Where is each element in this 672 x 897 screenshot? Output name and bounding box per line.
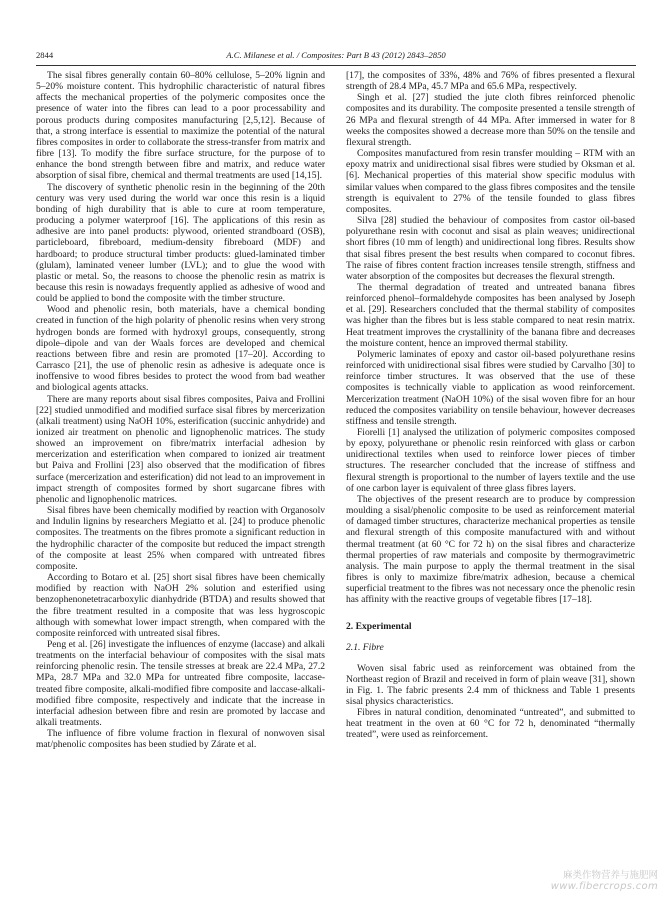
paragraph: Fibres in natural condition, denominated “untreated”, and submitted to heat treatment in the oven at 60 °C for 72 h, denominated “thermally treated”, were used as reinforcement.	[346, 707, 635, 741]
paragraph: According to Botaro et al. [25] short sisal fibres have been chemically modified by reaction with NaOH 2% solution and esterified using benzophenonetetracarboxylic dianhydride (BTDA) and results showed that the fibre treatment resulted in a composite that was less hygroscopic although with somewhat lower impact strength, when compared with the composite reinforced with untreated sisal fibres.	[36, 572, 325, 639]
page-header	[36, 50, 636, 64]
paragraph: Fiorelli [1] analysed the utilization of polymeric composites composed by epoxy, polyurethane or phenolic resin reinforced with glass or carbon unidirectional textiles when used to reinforce lower pieces of timber structures. The researcher concluded that the increase of stiffness and flexural strength is proportional to the number of layers textile and the use of one carbon layer is equivalent of three glass fibres layers.	[346, 427, 635, 494]
paragraph-continued: [17], the composites of 33%, 48% and 76% of fibres presented a flexural strength of 28.4 MPa, 45.7 MPa and 65.6 MPa, respectively.	[346, 70, 635, 93]
running-title: A.C. Milanese et al. / Composites: Part B 43 (2012) 2843–2850	[226, 50, 446, 60]
watermark	[551, 870, 658, 892]
paragraph: There are many reports about sisal fibres composites, Paiva and Frollini [22] studied unmodified and modified surface sisal fibres by mercerization (alkali treatment) using NaOH 10%, esterification (succinic anhydride) and ionized air treatment on phenolic and lignophenolic matrices. The study showed an improvement on fibre/matrix interfacial adhesion by mercerization and esterification when compared to ionized air treatment but Paiva and Frollini [23] also observed that the modification of fibres surface (mercerization and esterification) did not lead to an improvement in impact strength of composites formed by short sugarcane fibres with phenolic and lignophenolic matrices.	[36, 393, 325, 505]
paragraph: Peng et al. [26] investigate the influences of enzyme (laccase) and alkali treatments on the interfacial behaviour of composites with the sisal mats reinforcing phenolic resin. The tensile stresses at break are 22.4 MPa, 27.2 MPa, 28.7 MPa and 32.0 MPa for untreated fibre composite, laccase-treated fibre composite, alkali-modified fibre composite and laccase-alkali-modified fibre composite, respectively and indicate that the increase in interfacial adhesion between fibre and resin are promoted by laccase and alkali treatments.	[36, 638, 325, 729]
paragraph: Woven sisal fabric used as reinforcement was obtained from the Northeast region of Brazil and received in form of plain weave [31], shown in Fig. 1. The fabric presents 2.4 mm of thickness and Table 1 presents sisal physics characteristics.	[346, 662, 635, 707]
header-rule	[36, 65, 636, 66]
paragraph: Composites manufactured from resin transfer moulding – RTM with an epoxy matrix and unidirectional sisal fibres were studied by Oksman et al. [6]. Mechanical properties of this material show specific modulus with similar values when compared to the glass fibres composites and the tensile strength is equivalent to 27% of the tensile founded to glass fibres composites.	[346, 148, 635, 215]
paragraph: The objectives of the present research are to produce by compression moulding a sisal/phenolic composite to be used as reinforcement material of damaged timber structures, characterize mechanical properties as tensile and flexural strength of this composite manufactured with and without thermal treatment (at 60 °C for 72 h) on the sisal fibres and characterize thermal properties of raw materials and composite by thermogravimetric analysis. The main purpose to apply the thermal treatment in the sisal fibres is only to maximize fibre/matrix adhesion, because a chemical superficial treatment to the fibres was not necessary once the phenolic resin has affinity with the reactive groups of vegetable fibres [17–18].	[346, 493, 635, 606]
page-number: 2844	[36, 50, 54, 60]
watermark-text: 麻类作物营养与施肥网	[562, 870, 658, 881]
paragraph-spacer	[346, 654, 635, 663]
paragraph: The thermal degradation of treated and untreated banana fibres reinforced phenol–formaldehyde composites has been analysed by Joseph et al. [29]. Researchers concluded that the thermal stability of composites was higher than the fibres but is less stable compared to neat resin matrix. Heat treatment improves the crystallinity of the banana fibre and decreases the moisture content, hence an improved thermal stability.	[346, 281, 635, 349]
right-column	[346, 70, 635, 741]
paragraph: Singh et al. [27] studied the jute cloth fibres reinforced phenolic composites and its durability. The composite presented a tensile strength of 26 MPa and flexural strength of 44 MPa. After immersed in water for 8 weeks the composites showed a decrease more than 50% on the tensile and flexural strength.	[346, 92, 635, 148]
paragraph: Sisal fibres have been chemically modified by reaction with Organosolv and Indulin lignins by researchers Megiatto et al. [24] to produce phenolic composites. The treatments on the fibres promote a significant reduction in the hydrophilic character of the composite but reduced the impact strength of the composite at least 25% when compared with untreated fibres composite.	[36, 505, 325, 572]
paragraph: Wood and phenolic resin, both materials, have a chemical bonding created in function of the high polarity of phenolic resins when very strong hydrogen bonds are formed with hydroxyl groups, consequently, strong dipole–dipole and van der Waals forces are developed and chemical reactions between fibre and resin are promoted [17–20]. According to Carrasco [21], the use of phenolic resin as adhesive is adequate once is inoffensive to wood fibres besides to protect the wood from bad weather and biological agents attacks.	[36, 304, 325, 394]
section-heading: 2. Experimental	[346, 620, 412, 632]
subsection-spacer	[346, 633, 635, 642]
paragraph: The influence of fibre volume fraction in flexural of nonwoven sisal mat/phenolic composites has been studied by Zárate et al.	[36, 728, 325, 751]
paragraph: Polymeric laminates of epoxy and castor oil-based polyurethane resins reinforced with unidirectional sisal fibres were studied by Carvalho [30] to reinforce timber structures. It was observed that the use of these composites is technically viable to application as wood reinforcement. Mercerization treatment (NaOH 10%) of the sisal woven fibre for an hour reduced the composites variability on tensile behaviour, however decreases stiffness and tensile strength.	[346, 348, 635, 427]
left-column	[36, 70, 325, 751]
paragraph: The sisal fibres generally contain 60–80% cellulose, 5–20% lignin and 5–20% moisture content. This hydrophilic characteristic of natural fibres affects the mechanical properties of the polymeric composites once the presence of water into the fibres can lead to a poor processability and porous products during composites manufacturing [2,5,12]. Because of that, a strong interface is essential to maximize the potential of the natural fibres composites in order to collaborate the stress-transfer from matrix and fibre [13]. To modify the fibre surface structure, for the purpose of to enhance the bond strength between fibre and matrix, and reduce water absorption of sisal fibre, chemical and thermal treatments are used [14,15].	[36, 70, 325, 182]
paragraph: Silva [28] studied the behaviour of composites from castor oil-based polyurethane resin with coconut and sisal as plain weaves; unidirectional short fibres (10 mm of length) and unidirectional long fibres. Results show that sisal fibres present the best results when compared to coconut fibres. The raise of fibres content fraction increases tensile strength, stiffness and water absorption of the composites but decreases the flexural strength.	[346, 215, 635, 282]
watermark-url: www.fibercrops.com	[550, 881, 658, 892]
section-spacer	[346, 606, 635, 621]
subsection-heading: 2.1. Fibre	[346, 641, 384, 653]
paragraph: The discovery of synthetic phenolic resin in the beginning of the 20th century was very used during the world war once this resin is a liquid bonding of high durability that is able to cure at room temperature, producing a polymer waterproof [16]. The applications of this resin as adhesive are into panel products: plywood, oriented strandboard (OSB), particleboard, fibreboard, medium-density fibreboard (MDF) and hardboard; to produce structural timber products: glued-laminated timber (glulam), laminated veneer lumber (LVL); and to glue the wood with plastic or metal. So, the reasons to choose the phenolic resin as matrix is because this resin is nowadays frequently applied as adhesive of wood and could be applied to bond the composite with the timber structure.	[36, 181, 325, 305]
